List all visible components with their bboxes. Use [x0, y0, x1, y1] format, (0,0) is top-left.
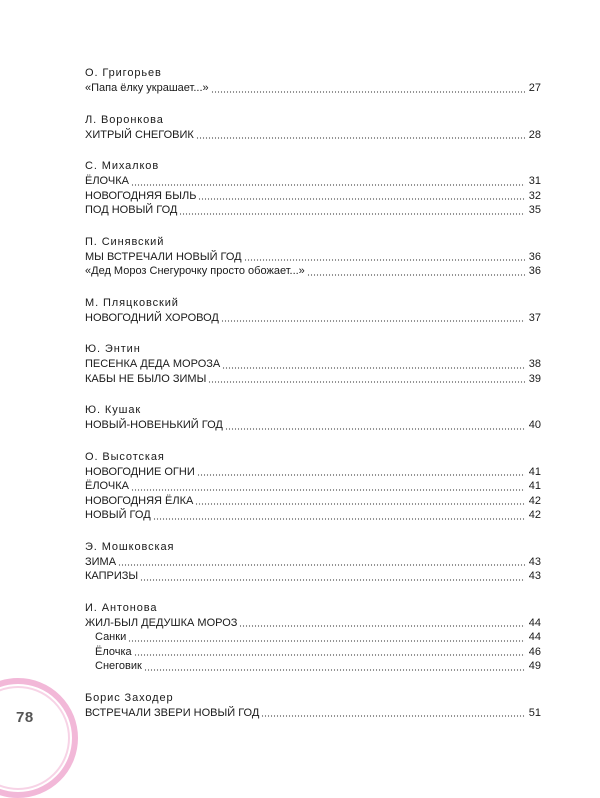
dot-leader — [197, 474, 525, 476]
toc-entry — [85, 174, 541, 189]
toc-entry — [85, 508, 541, 523]
author-name: Ю. Кушак — [85, 404, 142, 416]
toc-section — [85, 113, 541, 143]
entry-title: НОВЫЙ ГОД — [85, 509, 151, 521]
entry-title: ЖИЛ-БЫЛ ДЕДУШКА МОРОЗ — [85, 616, 238, 629]
toc-section — [85, 66, 541, 96]
dot-leader — [221, 320, 525, 322]
entry-page: 42 — [528, 509, 541, 521]
entry-title: ЁЛОЧКА — [85, 480, 129, 492]
entry-page: 41 — [528, 465, 541, 478]
entry-page: 36 — [528, 250, 541, 263]
entry-title: Снеговик — [95, 660, 142, 672]
toc-entry — [85, 479, 541, 494]
author-name: О. Григорьев — [85, 67, 162, 79]
author-name: М. Пляцковский — [85, 296, 179, 309]
toc-entry — [85, 569, 541, 584]
entry-title: ХИТРЫЙ СНЕГОВИК — [85, 128, 194, 141]
entry-title: ВСТРЕЧАЛИ ЗВЕРИ НОВЫЙ ГОД — [85, 706, 260, 719]
entry-title: «Папа ёлку украшает...» — [85, 82, 209, 94]
entry-title: Ёлочка — [95, 645, 132, 658]
entry-title: МЫ ВСТРЕЧАЛИ НОВЫЙ ГОД — [85, 250, 242, 263]
dot-leader — [196, 137, 525, 139]
toc-entry — [85, 645, 541, 660]
toc-entry — [85, 311, 541, 326]
author-name: Л. Воронкова — [85, 113, 164, 126]
dot-leader — [140, 579, 525, 581]
dot-leader — [222, 367, 525, 369]
entry-page: 42 — [528, 494, 541, 507]
toc-section — [85, 342, 541, 386]
entry-page: 36 — [528, 265, 541, 277]
entry-title: НОВОГОДНЯЯ БЫЛЬ — [85, 189, 197, 202]
entry-page: 44 — [528, 631, 541, 643]
entry-title: ЗИМА — [85, 555, 117, 568]
author-name: Борис Заходер — [85, 691, 174, 704]
entry-title: ПОД НОВЫЙ ГОД — [85, 204, 178, 216]
toc-section — [85, 601, 541, 674]
entry-page: 41 — [528, 480, 541, 492]
entry-page: 32 — [528, 189, 541, 202]
entry-title: ПЕСЕНКА ДЕДА МОРОЗА — [85, 358, 221, 370]
dot-leader — [198, 198, 525, 200]
entry-page: 35 — [528, 204, 541, 216]
dot-leader — [244, 259, 525, 261]
dot-leader — [208, 381, 525, 383]
toc-entry — [85, 706, 541, 721]
entry-page: 43 — [528, 570, 541, 582]
entry-page: 43 — [528, 555, 541, 568]
toc-entry — [85, 264, 541, 279]
toc-section — [85, 159, 541, 218]
dot-leader — [131, 184, 525, 186]
toc-entry — [85, 357, 541, 372]
dot-leader — [179, 213, 525, 215]
entry-title: Санки — [95, 631, 127, 643]
entry-page: 51 — [528, 706, 541, 719]
author-name: О. Высотская — [85, 450, 165, 463]
entry-page: 31 — [528, 175, 541, 187]
entry-title: НОВЫЙ-НОВЕНЬКИЙ ГОД — [85, 419, 223, 431]
dot-leader — [239, 625, 525, 627]
toc-section — [85, 235, 541, 279]
entry-page: 46 — [528, 645, 541, 658]
entry-title: НОВОГОДНИЙ ХОРОВОД — [85, 311, 219, 324]
author-name: С. Михалков — [85, 160, 160, 172]
entry-page: 44 — [528, 616, 541, 629]
entry-page: 28 — [528, 128, 541, 141]
entry-title: НОВОГОДНИЕ ОГНИ — [85, 465, 195, 478]
toc-entry — [85, 372, 541, 387]
author-name: И. Антонова — [85, 601, 158, 614]
toc-section — [85, 296, 541, 326]
toc-section — [85, 540, 541, 584]
entry-page: 38 — [528, 358, 541, 370]
dot-leader — [307, 274, 525, 276]
dot-leader — [211, 91, 525, 93]
toc-entry — [85, 465, 541, 480]
author-name: Э. Мошковская — [85, 540, 175, 553]
toc-entry — [85, 616, 541, 631]
toc-entry — [85, 555, 541, 570]
entry-page: 40 — [528, 419, 541, 431]
entry-page: 49 — [528, 660, 541, 672]
entry-page: 27 — [528, 82, 541, 94]
table-of-contents — [85, 66, 541, 737]
toc-entry — [85, 494, 541, 509]
dot-leader — [195, 503, 525, 505]
toc-entry — [85, 630, 541, 645]
dot-leader — [118, 564, 525, 566]
toc-entry — [85, 659, 541, 674]
dot-leader — [134, 654, 525, 656]
dot-leader — [131, 489, 525, 491]
dot-leader — [153, 518, 525, 520]
toc-section — [85, 403, 541, 433]
toc-entry — [85, 81, 541, 96]
toc-entry — [85, 203, 541, 218]
toc-entry — [85, 189, 541, 204]
dot-leader — [144, 669, 525, 671]
toc-section — [85, 691, 541, 721]
dot-leader — [261, 715, 525, 717]
author-name: Ю. Энтин — [85, 343, 141, 355]
entry-title: КАПРИЗЫ — [85, 570, 139, 582]
entry-title: ЁЛОЧКА — [85, 175, 129, 187]
entry-page: 37 — [528, 311, 541, 324]
toc-entry — [85, 418, 541, 433]
page-number: 78 — [16, 709, 34, 726]
entry-title: НОВОГОДНЯЯ ЁЛКА — [85, 494, 194, 507]
dot-leader — [225, 428, 525, 430]
entry-title: «Дед Мороз Снегурочку просто обожает...» — [85, 265, 305, 277]
toc-entry — [85, 128, 541, 143]
entry-page: 39 — [528, 372, 541, 385]
toc-entry — [85, 250, 541, 265]
entry-title: КАБЫ НЕ БЫЛО ЗИМЫ — [85, 372, 207, 385]
dot-leader — [128, 640, 525, 642]
toc-section — [85, 450, 541, 523]
author-name: П. Синявский — [85, 235, 165, 248]
